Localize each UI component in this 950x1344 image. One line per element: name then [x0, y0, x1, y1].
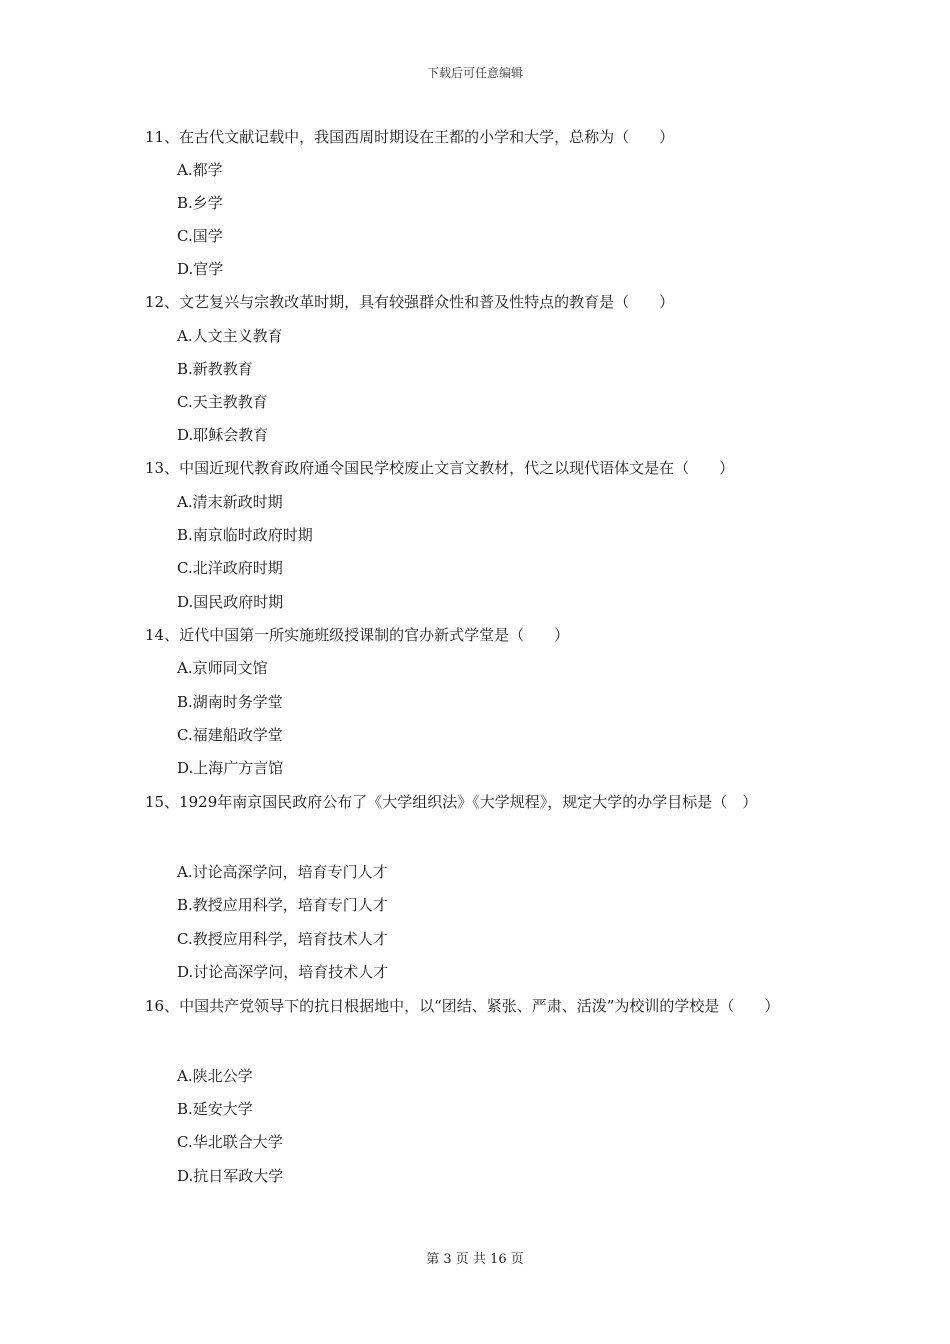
page-footer: 第 3 页 共 16 页: [426, 1252, 524, 1267]
question-16-option-a: A.陕北公学: [177, 1067, 253, 1085]
question-15-option-b: B.教授应用科学，培育专门人才: [177, 896, 388, 914]
question-13-option-b: B.南京临时政府时期: [177, 526, 313, 544]
question-14-option-a: A.京师同文馆: [177, 659, 268, 677]
question-12-stem: 12、文艺复兴与宗教改革时期，具有较强群众性和普及性特点的教育是（ ）: [145, 293, 675, 311]
question-15-option-d: D.讨论高深学问，培育技术人才: [177, 963, 389, 981]
question-13-option-d: D.国民政府时期: [177, 593, 284, 611]
question-12-option-a: A.人文主义教育: [177, 327, 283, 345]
page-header: 下载后可任意编辑: [426, 66, 523, 80]
question-15-option-a: A.讨论高深学问，培育专门人才: [177, 863, 388, 881]
question-16-stem: 16、中国共产党领导下的抗日根据地中，以“团结、紧张、严肃、活泼”为校训的学校是（ ）: [145, 997, 780, 1015]
question-11-option-d: D.官学: [177, 260, 224, 278]
question-13-stem: 13、中国近现代教育政府通令国民学校废止文言文教材，代之以现代语体文是在（ ）: [145, 459, 735, 477]
question-12-option-c: C.天主教教育: [177, 393, 268, 411]
question-16-option-d: D.抗日军政大学: [177, 1167, 284, 1185]
question-15-stem: 15、1929年南京国民政府公布了《大学组织法》《大学规程》，规定大学的办学目标是（ ）: [145, 793, 758, 811]
question-15-option-c: C.教授应用科学，培育技术人才: [177, 930, 388, 948]
question-16-option-c: C.华北联合大学: [177, 1133, 283, 1151]
question-14-stem: 14、近代中国第一所实施班级授课制的官办新式学堂是（ ）: [145, 626, 570, 644]
question-12-option-d: D.耶稣会教育: [177, 426, 269, 444]
question-11-option-c: C.国学: [177, 227, 223, 245]
question-16-option-b: B.延安大学: [177, 1100, 253, 1118]
question-12-option-b: B.新教教育: [177, 360, 253, 378]
question-14-option-c: C.福建船政学堂: [177, 726, 283, 744]
question-11-stem: 11、在古代文献记载中，我国西周时期设在王都的小学和大学，总称为（ ）: [145, 128, 675, 146]
question-13-option-a: A.清末新政时期: [177, 493, 283, 511]
question-11-option-a: A.都学: [177, 161, 223, 179]
question-13-option-c: C.北洋政府时期: [177, 559, 283, 577]
question-14-option-b: B.湖南时务学堂: [177, 693, 283, 711]
question-14-option-d: D.上海广方言馆: [177, 759, 284, 777]
question-11-option-b: B.乡学: [177, 194, 223, 212]
